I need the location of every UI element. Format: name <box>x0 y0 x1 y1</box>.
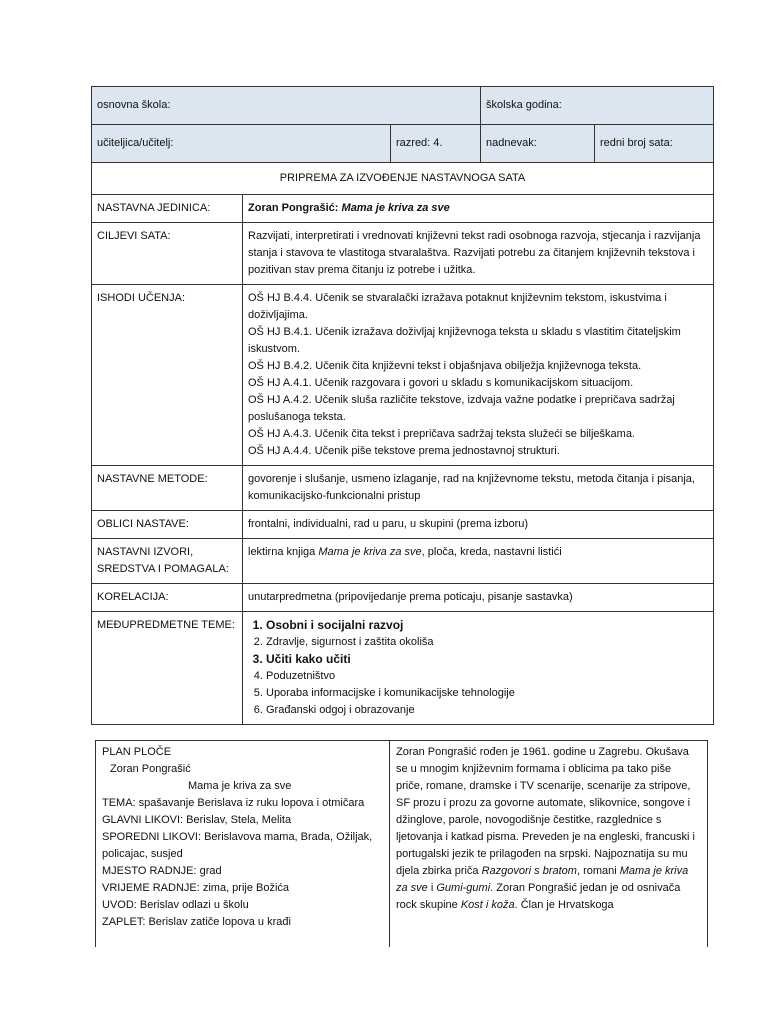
school-field[interactable] <box>92 87 481 125</box>
bio-text: i <box>427 882 437 894</box>
cross-topic-item: 3. Učiti kako učiti <box>266 651 708 668</box>
bio-title-mama: Mama je kriva za sve <box>396 865 689 894</box>
sources-post: , ploča, kreda, nastavni listići <box>421 546 562 558</box>
unit-value <box>243 195 714 223</box>
bio-band-name: Kost i koža <box>460 899 515 911</box>
outcomes-list <box>243 285 714 466</box>
correlation-text: unutarpredmetna (pripovijedanje prema poticaju, pisanje sastavka) <box>243 584 714 612</box>
outcome-item: OŠ HJ A.4.3. Učenik čita tekst i prepričava sadržaj teksta služeći se bilješkama. <box>248 428 635 440</box>
board-plan-line: VRIJEME RADNJE: zima, prije Božića <box>102 882 290 894</box>
sources-book-title: Mama je kriva za sve <box>318 546 422 558</box>
school-year-label: školska godina: <box>486 99 562 111</box>
bio-text: Zoran Pongrašić rođen je 1961. godine u Zagrebu. Okušava se u mnogim književnim formama i oblicima pa tako piše priče, romane, dramske i TV scenarije, scenarije za stripove, SF prozu i prozu za govorne automate, slikovnice, songove i džinglove, parole, novogodišnje čestitke, razglednice s ljetovanja i katkad pisma. Preveden je na engleski, francuski i portugalski jezik te prilagođen na srpski. Najpoznatija su mu djela zbirka priča <box>396 746 695 877</box>
grade-field[interactable] <box>391 125 481 163</box>
cross-topic-item: 1. Osobni i socijalni razvoj <box>266 617 708 634</box>
outcome-item: OŠ HJ A.4.1. Učenik razgovara i govori u skladu s komunikacijskom situacijom. <box>248 377 634 389</box>
outcome-item: OŠ HJ B.4.2. Učenik čita književni tekst i objašnjava obilježja književnoga teksta. <box>248 360 642 372</box>
sources-label: NASTAVNI IZVORI, SREDSTVA I POMAGALA: <box>92 539 243 584</box>
board-plan-line: SPOREDNI LIKOVI: Berislavova mama, Brada, Ožiljak, policajac, susjed <box>102 831 373 860</box>
goals-text: Razvijati, interpretirati i vrednovati književni tekst radi osobnoga razvoja, stjecanja i razvijanja stanja i stavova te vlastitoga stvaralaštva. Razvijati potrebu za čitanjem književnih tekstova i pozitivan stav prema čitanju iz potrebe i užitka. <box>243 223 714 285</box>
bio-title-razgovori: Razgovori s bratom <box>481 865 577 877</box>
unit-work-title: Mama je kriva za sve <box>341 202 450 214</box>
bio-text: , romani <box>576 865 620 877</box>
cross-topics-list <box>248 617 708 719</box>
outcome-item: OŠ HJ B.4.1. Učenik izražava doživljaj književnoga teksta u skladu s vlastitim čitateljskim iskustvom. <box>248 326 681 355</box>
cross-topic-item: 4. Poduzetništvo <box>266 668 708 685</box>
board-plan-work: Mama je kriva za sve <box>188 780 292 792</box>
date-label: nadnevak: <box>486 137 537 149</box>
lesson-plan-table <box>91 86 714 725</box>
board-plan-cell <box>96 741 390 948</box>
board-plan-line: GLAVNI LIKOVI: Berislav, Stela, Melita <box>102 814 292 826</box>
cross-topic-item: 6. Građanski odgoj i obrazovanje <box>266 702 708 719</box>
board-plan-line: TEMA: spašavanje Berislava iz ruku lopova i otmičara <box>102 797 365 809</box>
board-plan-line: ZAPLET: Berislav zatiče lopova u krađi <box>102 916 291 928</box>
outcome-item: OŠ HJ A.4.4. Učenik piše tekstove prema jednostavnoj strukturi. <box>248 445 560 457</box>
unit-author: Zoran Pongrašić: <box>248 202 342 214</box>
cross-topic-item: 2. Zdravlje, sigurnost i zaštita okoliša <box>266 634 708 651</box>
sources-pre: lektirna knjiga <box>248 546 319 558</box>
methods-label: NASTAVNE METODE: <box>92 466 243 511</box>
bio-text: . Zoran Pongrašić jedan je od osnivača rock skupine <box>396 882 681 911</box>
grade-label: razred: 4. <box>396 137 443 149</box>
bio-title-gumi: Gumi-gumi <box>436 882 491 894</box>
board-plan-line: MJESTO RADNJE: grad <box>102 865 222 877</box>
goals-label: CILJEVI SATA: <box>92 223 243 285</box>
outcome-item: OŠ HJ B.4.4. Učenik se stvaralački izražava potaknut književnim tekstom, iskustvima i doživljajima. <box>248 292 667 321</box>
bio-text: . Član je Hrvatskoga <box>514 899 614 911</box>
forms-text: frontalni, individualni, rad u paru, u skupini (prema izboru) <box>243 511 714 539</box>
methods-text: govorenje i slušanje, usmeno izlaganje, rad na književnome tekstu, metoda čitanja i pisanja, komunikacijsko-funkcionalni pristup <box>243 466 714 511</box>
outcomes-label: ISHODI UČENJA: <box>92 285 243 466</box>
page-title: PRIPREMA ZA IZVOĐENJE NASTAVNOGA SATA <box>92 163 714 195</box>
cross-topics-cell <box>243 612 714 725</box>
teacher-field[interactable] <box>92 125 391 163</box>
board-plan-table <box>95 740 708 947</box>
board-plan-heading: PLAN PLOČE <box>102 746 172 758</box>
sources-text <box>243 539 714 584</box>
unit-label: NASTAVNA JEDINICA: <box>92 195 243 223</box>
lesson-number-field[interactable] <box>595 125 714 163</box>
lesson-number-label: redni broj sata: <box>600 137 673 149</box>
correlation-label: KORELACIJA: <box>92 584 243 612</box>
school-year-field[interactable] <box>481 87 714 125</box>
board-plan-line: UVOD: Berislav odlazi u školu <box>102 899 249 911</box>
date-field[interactable] <box>481 125 595 163</box>
author-bio-cell <box>390 741 708 948</box>
teacher-label: učiteljica/učitelj: <box>97 137 174 149</box>
cross-topics-label: MEĐUPREDMETNE TEME: <box>92 612 243 725</box>
outcome-item: OŠ HJ A.4.2. Učenik sluša različite tekstove, izdvaja važne podatke i prepričava sadržaj poslušanoga teksta. <box>248 394 675 423</box>
board-plan-author: Zoran Pongrašić <box>110 763 191 775</box>
school-label: osnovna škola: <box>97 99 171 111</box>
cross-topic-item: 5. Uporaba informacijske i komunikacijske tehnologije <box>266 685 708 702</box>
forms-label: OBLICI NASTAVE: <box>92 511 243 539</box>
